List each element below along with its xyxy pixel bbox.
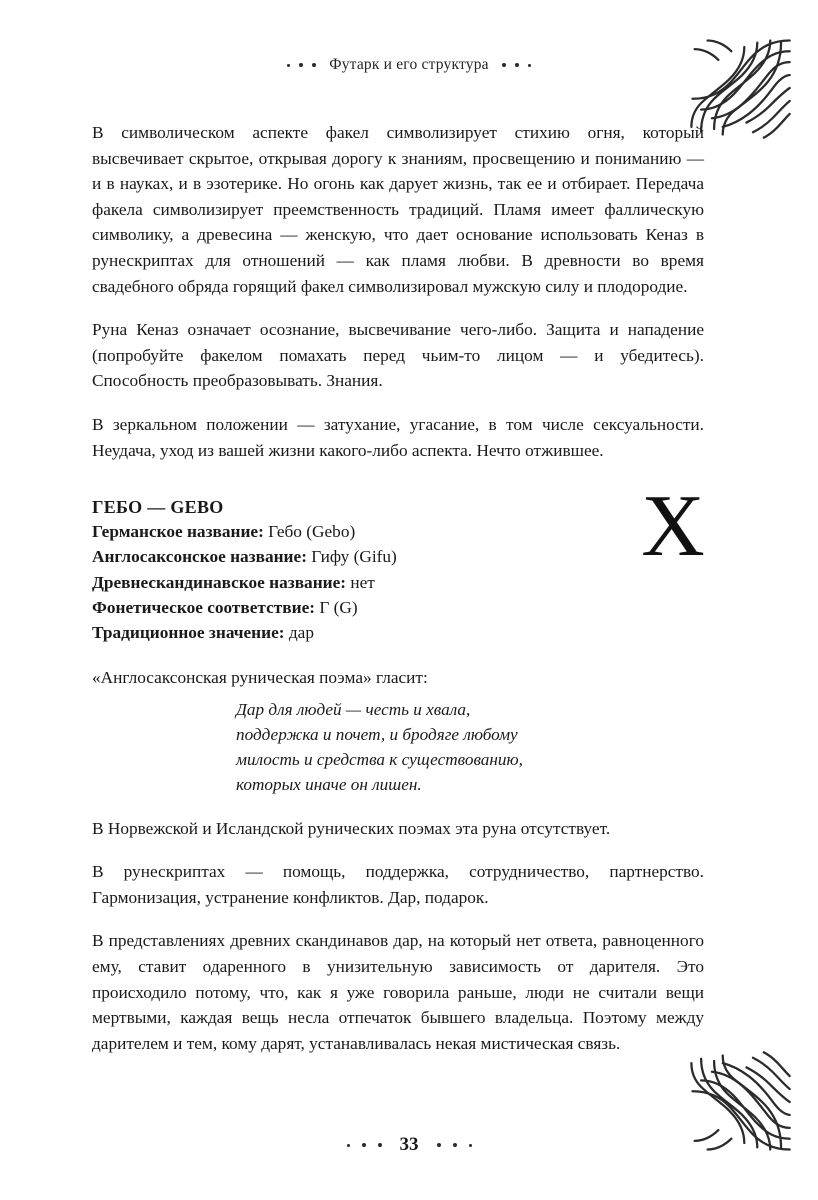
rune-attribute-value: Гебо (Gebo): [268, 522, 356, 542]
page-footer: [0, 1134, 818, 1156]
rune-attribute-row: [92, 544, 704, 569]
rune-attribute-row: [92, 620, 704, 645]
paragraph-other-poems: В Норвежской и Исландской рунических поэмах эта руна отсутствует.: [92, 818, 611, 838]
rune-attribute-label: Англосаксонское название:: [92, 547, 307, 567]
rune-attribute-row: [92, 595, 704, 620]
page-number: 33: [399, 1134, 419, 1155]
poem-quote: [92, 697, 704, 798]
rune-attribute-label: Древнескандинавское название:: [92, 572, 347, 592]
running-head-dot: [287, 64, 290, 67]
footer-dot: [378, 1143, 382, 1147]
rune-attribute-value: дар: [288, 622, 314, 642]
rune-attribute-label: Традиционное значение:: [92, 622, 285, 642]
paragraph-kenaz-meaning: Руна Кеназ означает осознание, высвечивание чего-либо. Защита и нападение (попробуйте факелом помахать перед чьим-то лицом — и убедитесь). Способность преобразовывать. Знания.: [92, 320, 704, 391]
rune-attribute-row: [92, 570, 704, 595]
paragraph-kenaz-symbolism: В символическом аспекте факел символизирует стихию огня, который высвечивает скрытое, открывая дорогу к знаниям, просвещению и пониманию — и в науках, и в эзотерике. Но огонь как дарует жизнь, так ее и отбирает. Передача факела символизирует преемственность традиций. Пламя имеет фаллическую символику, а древесина — женскую, что дает основание использовать Кеназ в рунескриптах для отношений — как пламя любви. В древности во время свадебного обряда горящий факел символизировал мужскую силу и плодородие.: [92, 123, 704, 296]
footer-dot: [437, 1143, 441, 1147]
footer-dot: [347, 1144, 350, 1147]
paragraph-runescripts: В рунескриптах — помощь, поддержка, сотрудничество, партнерство. Гармонизация, устранение конфликтов. Дар, подарок.: [92, 862, 704, 907]
footer-dot: [469, 1144, 472, 1147]
running-head-dot: [299, 63, 303, 67]
rune-title: ГЕБО — GEBO: [92, 497, 224, 518]
poem-line: которых иначе он лишен.: [236, 775, 422, 795]
poem-intro: «Англосаксонская руническая поэма» гласит:: [92, 668, 428, 688]
text-column: [92, 120, 704, 1074]
rune-attribute-value: Г (G): [319, 597, 358, 617]
rune-attribute-row: [92, 519, 704, 544]
poem-line: поддержка и почет, и бродяге любому: [236, 724, 518, 744]
paragraph-kenaz-reversed: В зеркальном положении — затухание, угасание, в том числе сексуальности. Неудача, уход из вашей жизни какого-либо аспекта. Нечто отжившее.: [92, 414, 704, 460]
poem-line: Дар для людей — честь и хвала,: [236, 699, 471, 719]
rune-attribute-label: Германское название:: [92, 522, 264, 542]
rune-section-gebo: [92, 478, 705, 645]
running-head-title: Футарк и его структура: [329, 56, 489, 73]
rune-attribute-value: нет: [350, 572, 375, 592]
footer-dot: [362, 1143, 366, 1147]
rune-attribute-list: [92, 519, 704, 645]
poem-line: милость и средства к существованию,: [236, 750, 523, 770]
rune-attribute-value: Гифу (Gifu): [311, 547, 397, 567]
running-head-dot: [528, 64, 531, 67]
running-head: [0, 56, 818, 74]
paragraph-gift-beliefs: В представлениях древних скандинавов дар, на который нет ответа, равноценного ему, ставит одаренного в унизительную зависимость от дарителя. Это происходило потому, что, как я уже говорила раньше, люди не считали вещи мертвыми, каждая вещь несла отпечаток бывшего владельца. Поэтому между дарителем и тем, кому дарят, устанавливалась некая мистическая связь.: [92, 931, 704, 1053]
rune-attribute-label: Фонетическое соответствие:: [92, 597, 316, 617]
gebo-rune-glyph: X: [641, 478, 705, 576]
running-head-dot: [515, 63, 519, 67]
footer-dot: [453, 1143, 457, 1147]
running-head-dot: [502, 63, 506, 67]
running-head-dot: [312, 63, 316, 67]
